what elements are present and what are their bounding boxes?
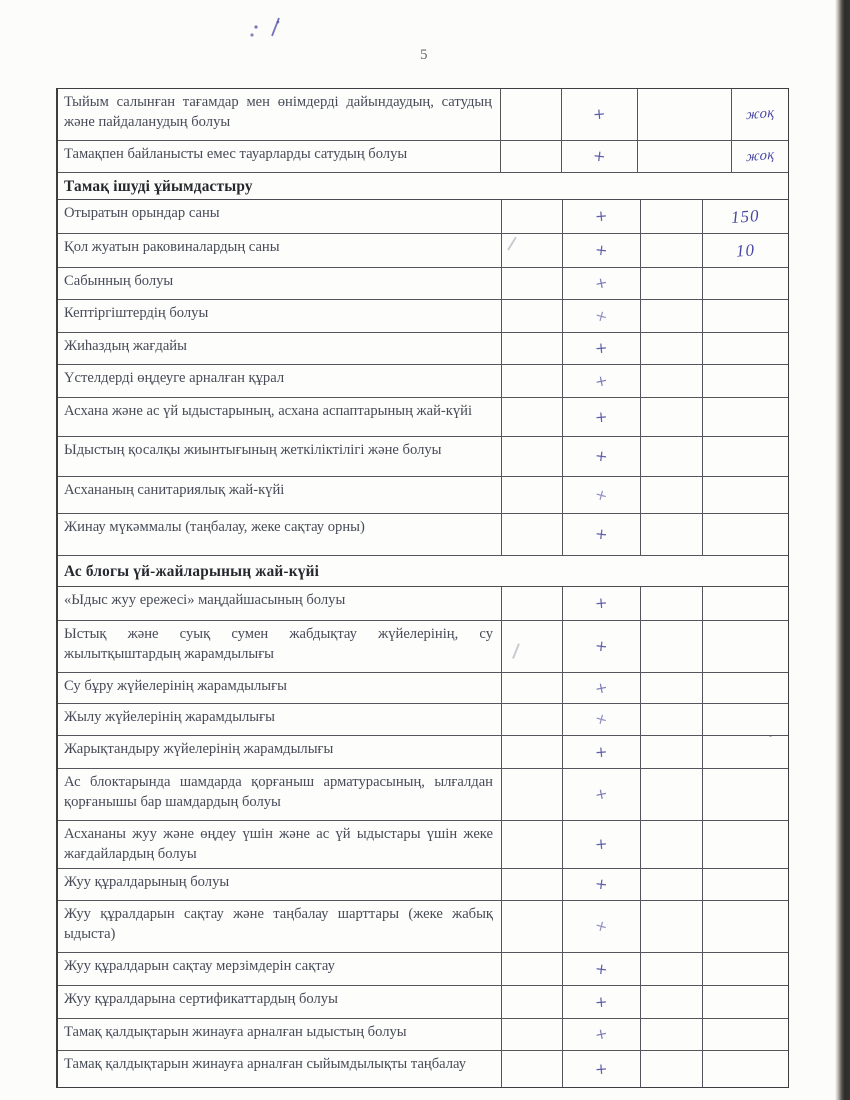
empty-cell: [640, 587, 702, 620]
table-row: [58, 141, 788, 173]
row-label: Жарықтандыру жүйелерінің жарамдылығы: [64, 741, 334, 757]
note-cell: [702, 1019, 788, 1050]
note-cell: [702, 673, 788, 703]
note-cell: [702, 704, 788, 735]
check-mark: +: [594, 524, 609, 544]
check-cell: [561, 89, 637, 140]
empty-cell: [640, 901, 702, 952]
row-label: Тамақпен байланысты емес тауарларды сатудың болуы: [64, 146, 408, 162]
empty-cell: [500, 141, 561, 172]
empty-cell: [640, 365, 702, 397]
table-row: [58, 268, 788, 300]
empty-cell: [640, 514, 702, 555]
empty-cell: [640, 234, 702, 267]
empty-cell: [501, 621, 562, 672]
row-label: Ыстық және суық сумен жабдықтау жүйелерінің, су жылытқыштардың жарамдылығы: [64, 626, 493, 663]
empty-cell: [501, 514, 562, 555]
empty-cell: [501, 477, 562, 513]
table-row: [58, 300, 788, 333]
check-mark: +: [592, 104, 607, 124]
note-cell: [702, 333, 788, 364]
empty-cell: [640, 437, 702, 476]
note-cell: [702, 821, 788, 868]
note-cell: [702, 477, 788, 513]
check-cell: [562, 268, 640, 299]
check-cell: [562, 953, 640, 985]
empty-cell: [501, 268, 562, 299]
row-label: Тыйым салынған тағамдар мен өнімдерді дайындаудың, сатудың және пайдаланудың болуы: [64, 94, 492, 131]
empty-cell: [501, 1051, 562, 1087]
empty-cell: [501, 333, 562, 364]
table-row: [58, 621, 788, 673]
row-label: Асхананың санитариялық жай-күйі: [64, 482, 285, 498]
check-cell: [562, 986, 640, 1018]
empty-cell: [637, 89, 731, 140]
table-row: [58, 769, 788, 821]
note-cell: [702, 300, 788, 332]
table-row: [58, 986, 788, 1019]
table-row: [58, 398, 788, 437]
check-mark: +: [594, 593, 609, 613]
handwritten-note: 150: [730, 205, 761, 227]
row-label: Кептіргіштердің болуы: [64, 305, 209, 321]
handwritten-note: жоқ: [745, 104, 775, 124]
handwritten-note: 10: [735, 239, 756, 261]
row-label: Жинау мүкәммалы (таңбалау, жеке сақтау орны): [64, 519, 365, 535]
check-cell: [562, 621, 640, 672]
row-label: Асхананы жуу және өңдеу үшін және ас үй ыдыстары үшін жеке жағдайлардың болуы: [64, 826, 493, 863]
table-row: [58, 1019, 788, 1051]
empty-cell: [640, 200, 702, 233]
row-label: Жуу құралдарының болуы: [64, 874, 230, 890]
empty-cell: [640, 736, 702, 768]
table-row: [58, 200, 788, 234]
note-cell: [702, 514, 788, 555]
check-cell: [562, 869, 640, 900]
check-mark: +: [594, 206, 609, 226]
check-cell: [561, 141, 637, 172]
check-mark: +: [593, 484, 611, 505]
row-label: Тамақ қалдықтарын жинауға арналған сыйымдылықты таңбалау: [64, 1056, 467, 1072]
row-label: Үстелдерді өңдеуге арналған құрал: [64, 370, 285, 386]
table-row: [58, 1051, 788, 1087]
empty-cell: [640, 333, 702, 364]
empty-cell: [640, 268, 702, 299]
inspection-table: [56, 88, 789, 1088]
table-row: [58, 901, 788, 953]
note-cell: [702, 587, 788, 620]
section-header: Тамақ ішуді ұйымдастыру: [58, 173, 788, 200]
row-label: Ыдыстың қосалқы жиынтығының жеткіліктілігі және болуы: [64, 442, 442, 458]
empty-cell: [501, 200, 562, 233]
check-mark: +: [594, 338, 609, 358]
empty-cell: [501, 704, 562, 735]
table-row: [58, 89, 788, 141]
empty-cell: [500, 89, 561, 140]
note-cell: [702, 268, 788, 299]
table-row: [58, 821, 788, 869]
row-label: Тамақ қалдықтарын жинауға арналған ыдыстың болуы: [64, 1024, 407, 1040]
check-mark: +: [594, 958, 609, 979]
row-label: Ас блоктарында шамдарда қорғаныш арматурасының, ылғалдан қорғанышы бар шамдардың болуы: [64, 774, 493, 811]
check-cell: [562, 587, 640, 620]
empty-cell: [501, 234, 562, 267]
check-cell: [562, 300, 640, 332]
empty-cell: [640, 704, 702, 735]
check-mark: +: [593, 677, 610, 698]
row-label: «Ыдыс жуу ережесі» маңдайшасының болуы: [64, 592, 346, 608]
note-cell: [702, 234, 788, 267]
empty-cell: [640, 621, 702, 672]
note-cell: [731, 141, 788, 172]
check-cell: [562, 398, 640, 436]
note-cell: [702, 621, 788, 672]
table-continuation-group: [58, 89, 788, 173]
check-cell: [562, 821, 640, 868]
empty-cell: [501, 673, 562, 703]
empty-cell: [640, 398, 702, 436]
row-label: Жуу құралдарына сертификаттардың болуы: [64, 991, 338, 1007]
check-mark: +: [594, 874, 609, 894]
row-label: Жуу құралдарын сақтау мерзімдерін сақтау: [64, 958, 335, 974]
empty-cell: [501, 300, 562, 332]
note-cell: [702, 769, 788, 820]
row-label: Асхана және ас үй ыдыстарының, асхана аспаптарының жай-күйі: [64, 403, 473, 419]
check-mark: +: [594, 1058, 609, 1079]
table-section-group: [58, 587, 788, 1087]
check-cell: [562, 1019, 640, 1050]
section-header: Ас блогы үй-жайларының жай-күйі: [58, 556, 788, 587]
empty-cell: [640, 986, 702, 1018]
check-cell: [562, 1051, 640, 1087]
note-cell: [702, 986, 788, 1018]
check-mark: +: [593, 708, 611, 730]
note-cell: [731, 89, 788, 140]
empty-cell: [640, 953, 702, 985]
note-cell: [702, 736, 788, 768]
empty-cell: [640, 821, 702, 868]
row-label: Сабынның болуы: [64, 273, 174, 289]
check-mark: +: [593, 272, 610, 294]
row-label: Қол жуатын раковиналардың саны: [64, 239, 280, 255]
check-mark: +: [593, 915, 611, 937]
check-mark: +: [593, 305, 611, 326]
table-row: [58, 437, 788, 477]
empty-cell: [640, 300, 702, 332]
empty-cell: [640, 1019, 702, 1050]
check-mark: +: [594, 636, 609, 656]
check-cell: [562, 736, 640, 768]
empty-cell: [640, 673, 702, 703]
empty-cell: [501, 769, 562, 820]
page-number: 5: [420, 47, 429, 63]
table-row: [58, 477, 788, 514]
empty-cell: [501, 986, 562, 1018]
note-cell: [702, 869, 788, 900]
check-mark: +: [592, 146, 607, 166]
check-mark: +: [594, 240, 609, 260]
note-cell: [702, 200, 788, 233]
table-row: [58, 673, 788, 704]
table-section-group: [58, 200, 788, 556]
check-cell: [562, 365, 640, 397]
note-cell: [702, 953, 788, 985]
check-cell: [562, 673, 640, 703]
table-row: [58, 333, 788, 365]
empty-cell: [501, 869, 562, 900]
check-cell: [562, 704, 640, 735]
row-label: Жиһаздың жағдайы: [64, 338, 187, 354]
empty-cell: [640, 477, 702, 513]
scan-edge-shadow: [835, 0, 850, 1100]
check-mark: +: [593, 1023, 610, 1045]
empty-cell: [501, 365, 562, 397]
note-cell: [702, 437, 788, 476]
check-cell: [562, 514, 640, 555]
empty-cell: [640, 1051, 702, 1087]
empty-cell: [501, 437, 562, 476]
check-mark: +: [594, 446, 609, 466]
check-cell: [562, 234, 640, 267]
check-mark: +: [594, 741, 609, 762]
empty-cell: [501, 587, 562, 620]
empty-cell: [637, 141, 731, 172]
row-label: Отыратын орындар саны: [64, 205, 220, 221]
check-mark: +: [594, 991, 609, 1012]
check-cell: [562, 901, 640, 952]
check-mark: +: [594, 406, 609, 427]
row-label: Су бұру жүйелерінің жарамдылығы: [64, 678, 287, 694]
check-cell: [562, 769, 640, 820]
row-label: Жылу жүйелерінің жарамдылығы: [64, 709, 275, 725]
check-cell: [562, 333, 640, 364]
empty-cell: [501, 901, 562, 952]
row-label: Жуу құралдарын сақтау және таңбалау шарттары (жеке жабық ыдыста): [64, 906, 493, 943]
table-row: [58, 234, 788, 268]
note-cell: [702, 1051, 788, 1087]
check-cell: [562, 437, 640, 476]
empty-cell: [501, 1019, 562, 1050]
table-row: [58, 365, 788, 398]
note-cell: [702, 398, 788, 436]
empty-cell: [501, 953, 562, 985]
table-row: [58, 587, 788, 621]
check-mark: +: [593, 783, 610, 805]
table-row: [58, 704, 788, 736]
empty-cell: [501, 736, 562, 768]
handwritten-note: жоқ: [745, 146, 775, 166]
check-cell: [562, 200, 640, 233]
note-cell: [702, 901, 788, 952]
table-row: [58, 953, 788, 986]
table-row: [58, 736, 788, 769]
check-mark: +: [593, 370, 610, 391]
note-cell: [702, 365, 788, 397]
table-row: [58, 514, 788, 556]
empty-cell: [501, 821, 562, 868]
check-mark: +: [594, 834, 609, 854]
empty-cell: [640, 769, 702, 820]
table-row: [58, 869, 788, 901]
empty-cell: [640, 869, 702, 900]
ink-marks: [244, 12, 294, 42]
check-cell: [562, 477, 640, 513]
empty-cell: [501, 398, 562, 436]
